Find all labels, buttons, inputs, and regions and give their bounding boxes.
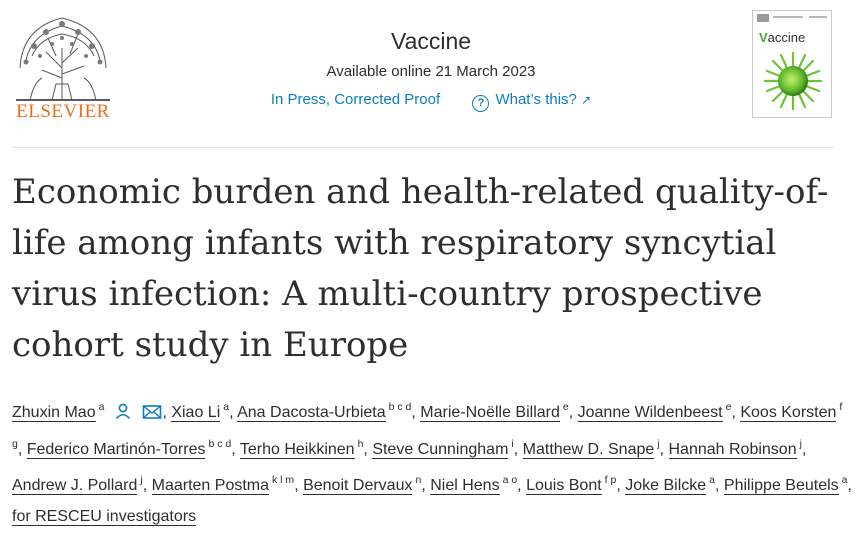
author-entry	[668, 437, 802, 458]
affiliation-marker[interactable]: e	[562, 401, 569, 413]
cover-header-strip	[753, 11, 832, 25]
author-entry	[26, 437, 232, 458]
affiliation-marker[interactable]: a	[709, 474, 716, 486]
affiliation-marker[interactable]: b c d	[208, 437, 232, 450]
affiliation-marker[interactable]: a	[223, 401, 230, 413]
help-circle-icon: ?	[472, 95, 489, 112]
article-header	[0, 0, 861, 148]
author-entry	[239, 437, 364, 458]
tree-logo-icon	[12, 8, 114, 104]
header-divider	[12, 147, 834, 148]
article-status-row	[230, 90, 632, 112]
journal-info	[230, 26, 632, 112]
author-entry	[303, 474, 422, 494]
author-name-link[interactable]: Marie-Noëlle Billard	[420, 404, 560, 421]
affiliation-marker[interactable]: j	[657, 437, 660, 450]
author-list: Zhuxin Mao $^a$ , Xiao Li $^a$, Ana Dacosta-Urbieta $^{b c d}$, Marie-Noëlle Billard $^e$, Joanne Wildenbeest $^e$, Koos Korsten $^{f g}$, Federico Martinón-Torres $^{b c d}$, Terho Heikkinen $^h$, Steve Cunningham $^i$, Matthew D. Snape $^j$, Hannah Robinson $^j$, Andrew J. Pollard $^j$, Maarten Postma $^{k l m}$, Benoit Dervaux $^n$, Niel Hens $^{a o}$, Louis Bont $^{f p}$, Joke Bilcke $^a$, Philippe Beutels $^a$, for RESCEU investigators	[12, 401, 852, 525]
affiliation-marker[interactable]: a	[841, 474, 848, 486]
author-name-link[interactable]: Andrew J. Pollard	[12, 477, 138, 494]
availability-date: Available online 21 March 2023	[326, 63, 536, 80]
author-name-link[interactable]: Koos Korsten	[740, 404, 837, 421]
author-name-link[interactable]: for RESCEU investigators	[12, 507, 197, 525]
author-name-link[interactable]: Matthew D. Snape	[522, 440, 655, 458]
article-title: Economic burden and health-related quality-of-life among infants with respiratory syncytial virus infection: A multi-country prospective cohort study in Europe	[12, 172, 829, 365]
author-entry	[372, 437, 514, 458]
author-entry	[723, 474, 848, 494]
author-name-link[interactable]: Louis Bont	[526, 477, 602, 494]
journal-cover[interactable]	[752, 10, 832, 118]
author-name-link[interactable]: Philippe Beutels	[723, 477, 839, 494]
affiliation-marker[interactable]: f g	[12, 401, 843, 450]
affiliation-marker[interactable]: a o	[502, 474, 518, 486]
mail-icon[interactable]	[142, 404, 162, 420]
author-entry	[12, 474, 143, 494]
author-entry	[430, 474, 518, 494]
author-entry	[577, 401, 732, 421]
status-link[interactable]: In Press, Corrected Proof	[270, 91, 441, 108]
affiliation-marker[interactable]: b c d	[388, 401, 412, 413]
author-name-link[interactable]: Maarten Postma	[151, 477, 270, 494]
author-name-link[interactable]: Joanne Wildenbeest	[577, 404, 723, 421]
whats-this-label: What’s this?	[495, 91, 577, 108]
cover-title	[759, 30, 805, 45]
author-name-link[interactable]: Zhuxin Mao	[12, 404, 96, 421]
author-entry	[420, 401, 569, 421]
affiliation-marker[interactable]: j	[799, 437, 802, 450]
author-entry	[12, 401, 162, 421]
author-name-link[interactable]: Hannah Robinson	[668, 440, 797, 458]
affiliation-marker[interactable]: e	[725, 401, 732, 413]
affiliation-marker[interactable]: h	[357, 437, 364, 450]
author-entry	[237, 401, 412, 421]
person-icon[interactable]	[114, 402, 132, 420]
author-entry	[522, 437, 660, 458]
author-entry	[171, 401, 230, 421]
author-name-link[interactable]: Steve Cunningham	[372, 440, 509, 458]
external-link-icon: ↗	[581, 93, 592, 107]
affiliation-marker[interactable]: k l m	[272, 474, 295, 486]
author-name-link[interactable]: Ana Dacosta-Urbieta	[237, 404, 386, 421]
virus-cover-icon	[753, 47, 832, 117]
cover-title-rest: accine	[767, 30, 806, 45]
affiliation-marker[interactable]: j	[140, 474, 143, 486]
author-entry	[12, 508, 196, 526]
affiliation-marker[interactable]: a	[98, 401, 105, 413]
author-entry	[151, 474, 295, 494]
affiliation-marker[interactable]: n	[415, 474, 422, 486]
cover-title-initial: V	[759, 30, 768, 45]
author-name-link[interactable]: Benoit Dervaux	[303, 477, 413, 494]
whats-this-link[interactable]	[472, 91, 591, 108]
author-entry	[526, 474, 617, 494]
author-entry	[625, 474, 716, 494]
affiliation-marker[interactable]: f p	[604, 474, 617, 486]
publisher-name: ELSEVIER	[16, 101, 110, 122]
author-name-link[interactable]: Federico Martinón-Torres	[26, 440, 206, 458]
journal-name[interactable]: Vaccine	[390, 28, 472, 54]
affiliation-marker[interactable]: i	[511, 437, 514, 450]
author-name-link[interactable]: Niel Hens	[430, 477, 500, 494]
author-name-link[interactable]: Joke Bilcke	[625, 477, 707, 494]
author-name-link[interactable]: Xiao Li	[171, 404, 221, 421]
author-name-link[interactable]: Terho Heikkinen	[239, 440, 355, 458]
